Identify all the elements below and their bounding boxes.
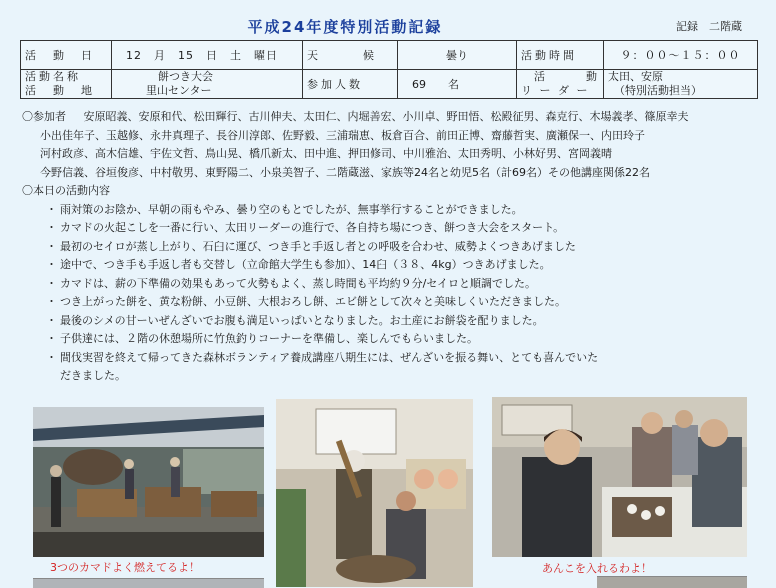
participants-names-4: 今野信義、谷垣俊彦、中村敬男、東野陽二、小泉美智子、二階蔵滋、家族等24名と幼児5名（計69名）その他講座関係22名: [40, 165, 650, 179]
report-body: [22, 108, 762, 386]
list-item-text: 雨対策のお陰か、早朝の雨もやみ、曇り空のもとでしたが、無事挙行することができました。: [60, 202, 523, 216]
leader-value: [604, 70, 758, 99]
participants-names-2: 小出佳年子、玉越修、永井真理子、長谷川淳郎、佐野毅、三浦瑞恵、板倉百合、前田正博、齋藤哲実、廣瀬保一、内田玲子: [40, 128, 645, 142]
list-item-text: 途中で、つき手も手返し者も交替し（立命館大学生も参加）、14臼（３８、4kg）つきあげました。: [60, 258, 551, 271]
time-value: ９：００～１５：００: [604, 41, 758, 70]
activity-info-table: [20, 40, 758, 99]
list-item: [22, 201, 762, 220]
list-item: [22, 293, 762, 312]
participants-line-1: [22, 108, 762, 127]
participant-count-label: 参加人数: [303, 70, 398, 99]
page-title: 平成24年度特別活動記録: [247, 18, 443, 36]
list-item-text: 子供達には、２階の休憩場所に竹魚釣りコーナーを準備し、楽しんでもらいました。: [60, 332, 478, 345]
bullet: ・: [46, 276, 57, 290]
bullet: ・: [46, 258, 57, 271]
list-item: [22, 219, 762, 238]
activity-place-label: 活 動 地: [25, 84, 95, 97]
photo-anko-filling: [492, 397, 747, 557]
bullet: ・: [46, 350, 57, 364]
weather-value: 曇り: [398, 41, 517, 70]
list-item-text: だきました。: [60, 369, 126, 382]
bullet: ・: [46, 295, 57, 308]
bullet: ・: [46, 313, 57, 327]
list-item: [22, 330, 762, 349]
list-item-text: 最初のセイロが蒸し上がり、石臼に運び、つき手と手返し者との呼吸を合わせ、威勢よくつきあげました: [60, 239, 576, 253]
list-item: [22, 349, 762, 368]
list-item-text: 間伐実習を終えて帰ってきた森林ボランティア養成講座八期生には、ぜんざいを振る舞い、とても喜んでいた: [60, 350, 599, 364]
list-item-continuation: [22, 367, 762, 386]
leader-label-1: 活 動: [534, 70, 599, 83]
list-item-text: カマドは、薪の下準備の効果もあって火勢もよく、蒸し時間も平均約９分/セイロと順調でした。: [60, 276, 537, 290]
list-item: [22, 238, 762, 257]
date-label: 活 動 日: [21, 41, 112, 70]
recorder-label: 記録 二階蔵: [676, 20, 742, 33]
participants-heading: 〇参加者: [22, 110, 66, 123]
photo-mochi-pounding: [276, 399, 473, 587]
leader-role: （特別活動担当）: [614, 84, 702, 97]
leader-label-2: リ ー ダ ー: [521, 84, 590, 97]
photo-kamado-fires: [33, 407, 264, 557]
leader-label: [517, 70, 604, 99]
time-label: 活動時間: [517, 41, 604, 70]
activity-name-value: [112, 70, 303, 99]
bullet: ・: [46, 239, 57, 253]
activity-name-label: [21, 70, 112, 99]
bullet: ・: [46, 332, 57, 345]
activity-name-label-1: 活動名称: [25, 70, 81, 83]
list-item: [22, 275, 762, 294]
list-item: [22, 256, 762, 275]
activity-name: 餅つき大会: [158, 70, 213, 83]
list-item-text: 最後のシメの甘ーいぜんざいでお腹も満足いっぱいとなりました。お土産にお餅袋を配りました。: [60, 313, 544, 327]
bullet: ・: [46, 221, 57, 234]
photo-partial-right: [597, 576, 747, 588]
participant-count-value: 69 名: [398, 70, 517, 99]
participants-names-1: 安原昭義、安原和代、松田輝行、古川伸夫、太田仁、内堀善宏、小川卓、野田悟、松殿征男、森克行、木場義孝、篠原幸夫: [83, 110, 689, 123]
activity-place: 里山センター: [146, 84, 212, 97]
photo-caption-kamado: 3つのカマドよく燃えてるよ！: [50, 561, 200, 574]
participants-names-3: 河村政彦、高木信雄、宇佐文哲、鳥山晃、橋爪新太、田中進、押田修司、中川雅治、太田秀明、小林好男、宮岡義晴: [40, 147, 612, 160]
weather-label: 天 候: [303, 41, 398, 70]
list-item-text: カマドの火起こしを一番に行い、太田リーダーの進行で、各自持ち場につき、餅つき大会をスタート。: [60, 221, 565, 234]
date-value: 12 月 15 日 土 曜日: [112, 41, 303, 70]
list-item: [22, 312, 762, 331]
content-heading: 〇本日の活動内容: [22, 184, 110, 197]
bullet: ・: [46, 202, 57, 216]
leader-names: 太田、安原: [608, 70, 663, 83]
list-item-text: つき上がった餅を、黄な粉餅、小豆餅、大根おろし餅、エビ餅として次々と美味しくいただきました。: [60, 295, 566, 308]
content-list: [22, 201, 762, 386]
photo-caption-anko: あんこを入れるわよ！: [542, 562, 652, 575]
